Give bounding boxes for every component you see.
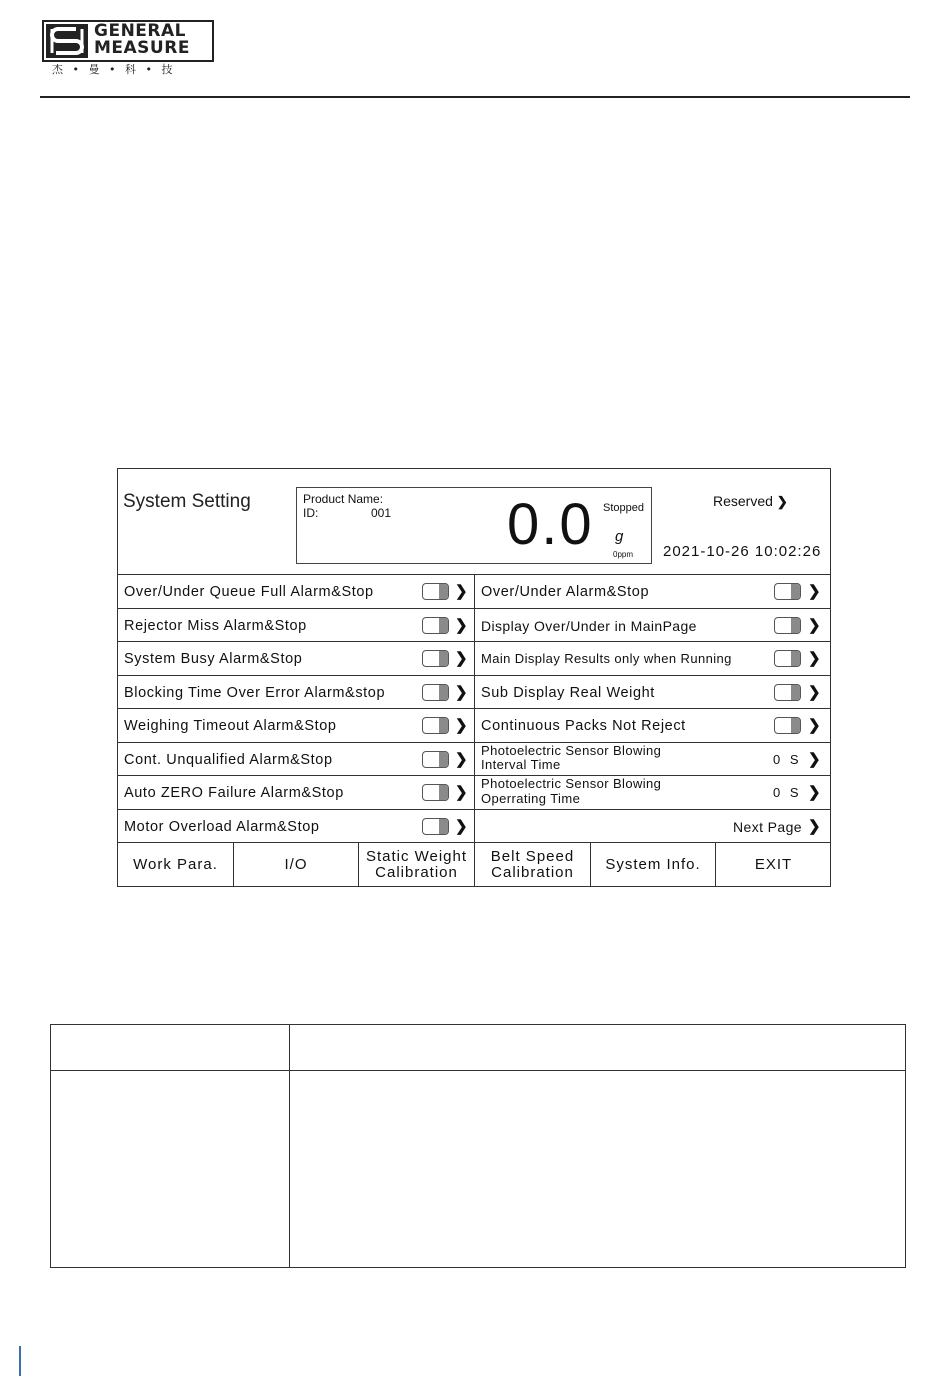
setting-blocking-time-over[interactable] bbox=[118, 676, 474, 709]
chevron-right-icon[interactable]: ❯ bbox=[808, 583, 821, 600]
chevron-right-icon[interactable]: ❯ bbox=[455, 717, 468, 734]
id-value: 001 bbox=[371, 506, 392, 520]
setting-label bbox=[481, 777, 661, 806]
chevron-right-icon: ❯ bbox=[776, 494, 788, 509]
setting-value: 0 S bbox=[773, 785, 802, 800]
setting-label bbox=[481, 744, 661, 773]
chevron-right-icon[interactable]: ❯ bbox=[455, 616, 468, 634]
toggle-knob bbox=[439, 651, 448, 666]
chevron-right-icon[interactable]: ❯ bbox=[455, 784, 468, 801]
id-label: ID: bbox=[303, 506, 319, 520]
next-page-label: Next Page bbox=[733, 818, 802, 835]
button-label: System Info. bbox=[605, 855, 701, 873]
work-para-button[interactable] bbox=[118, 842, 234, 887]
button-label: Work Para. bbox=[133, 855, 218, 873]
description-table bbox=[50, 1024, 906, 1268]
button-label-line2: Calibration bbox=[491, 863, 574, 881]
toggle-switch[interactable] bbox=[422, 717, 449, 734]
reserved-button[interactable] bbox=[713, 493, 788, 510]
setting-system-busy[interactable] bbox=[118, 642, 474, 675]
toggle-switch[interactable] bbox=[774, 717, 801, 734]
toggle-knob bbox=[439, 718, 448, 733]
setting-weighing-timeout[interactable] bbox=[118, 709, 474, 742]
toggle-knob bbox=[791, 584, 800, 599]
column-divider bbox=[474, 574, 475, 842]
setting-value: 0 S bbox=[773, 751, 802, 767]
chevron-right-icon[interactable]: ❯ bbox=[808, 616, 821, 634]
product-name-label: Product Name: bbox=[303, 492, 384, 506]
next-page-button[interactable] bbox=[475, 810, 831, 843]
toggle-switch[interactable] bbox=[774, 583, 801, 600]
company-logo bbox=[42, 20, 212, 80]
button-label-line2: Calibration bbox=[375, 863, 458, 881]
setting-label: Rejector Miss Alarm&Stop bbox=[124, 617, 307, 634]
setting-continuous-packs-not-reject[interactable] bbox=[475, 709, 831, 742]
setting-label-line2: Interval Time bbox=[481, 757, 561, 772]
weight-unit: g bbox=[615, 528, 624, 545]
chevron-right-icon[interactable]: ❯ bbox=[808, 750, 821, 768]
toggle-knob bbox=[439, 685, 448, 700]
chevron-right-icon[interactable]: ❯ bbox=[808, 683, 821, 701]
setting-over-under-alarm[interactable] bbox=[475, 575, 831, 608]
toggle-switch[interactable] bbox=[774, 684, 801, 701]
toggle-switch[interactable] bbox=[422, 583, 449, 600]
table-column-divider bbox=[289, 1025, 290, 1267]
logo-text-line2: MEASURE bbox=[94, 38, 190, 58]
setting-label: Over/Under Alarm&Stop bbox=[481, 584, 650, 600]
table-header-divider bbox=[51, 1070, 905, 1071]
setting-label: Blocking Time Over Error Alarm&stop bbox=[124, 684, 386, 701]
io-button[interactable] bbox=[234, 842, 359, 887]
chevron-right-icon[interactable]: ❯ bbox=[455, 583, 468, 600]
header-divider bbox=[40, 96, 910, 98]
toggle-knob bbox=[791, 618, 800, 633]
setting-rejector-miss[interactable] bbox=[118, 609, 474, 642]
logo-emblem-icon bbox=[46, 24, 88, 58]
setting-auto-zero-failure[interactable] bbox=[118, 776, 474, 809]
button-label: EXIT bbox=[754, 855, 793, 873]
chevron-right-icon[interactable]: ❯ bbox=[808, 717, 821, 734]
toggle-knob bbox=[439, 785, 448, 800]
belt-speed-calibration-button[interactable] bbox=[475, 842, 591, 887]
toggle-switch[interactable] bbox=[774, 650, 801, 667]
chevron-right-icon[interactable]: ❯ bbox=[808, 650, 821, 667]
datetime-display: 2021-10-26 10:02:26 bbox=[663, 543, 822, 560]
logo-chinese-text: 杰 • 曼 • 科 • 技 bbox=[52, 63, 176, 76]
toggle-switch[interactable] bbox=[422, 784, 449, 801]
chevron-right-icon[interactable]: ❯ bbox=[455, 650, 468, 667]
run-state-badge: Stopped bbox=[603, 502, 644, 514]
toggle-knob bbox=[439, 819, 448, 834]
toggle-knob bbox=[439, 618, 448, 633]
setting-label-line1: Photoelectric Sensor Blowing bbox=[481, 776, 662, 791]
chevron-right-icon[interactable]: ❯ bbox=[808, 817, 821, 835]
toggle-switch[interactable] bbox=[774, 617, 801, 634]
chevron-right-icon[interactable]: ❯ bbox=[455, 683, 468, 701]
chevron-right-icon[interactable]: ❯ bbox=[455, 750, 468, 768]
reserved-label: Reserved bbox=[713, 493, 773, 509]
button-label-line1: Static Weight bbox=[365, 847, 468, 865]
setting-cont-unqualified[interactable] bbox=[118, 743, 474, 776]
setting-display-over-under[interactable] bbox=[475, 609, 831, 642]
button-label: I/O bbox=[284, 855, 308, 873]
toggle-switch[interactable] bbox=[422, 650, 449, 667]
setting-label: System Busy Alarm&Stop bbox=[124, 651, 303, 667]
setting-main-display-running[interactable] bbox=[475, 642, 831, 675]
system-info-button[interactable] bbox=[591, 842, 716, 887]
toggle-knob bbox=[791, 685, 800, 700]
toggle-switch[interactable] bbox=[422, 818, 449, 835]
setting-label: Motor Overload Alarm&Stop bbox=[124, 818, 320, 835]
setting-motor-overload[interactable] bbox=[118, 810, 474, 843]
page-title: System Setting bbox=[123, 491, 251, 512]
toggle-switch[interactable] bbox=[422, 617, 449, 634]
toggle-knob bbox=[439, 584, 448, 599]
toggle-switch[interactable] bbox=[422, 684, 449, 701]
static-weight-calibration-button[interactable] bbox=[359, 842, 475, 887]
chevron-right-icon[interactable]: ❯ bbox=[455, 817, 468, 835]
toggle-switch[interactable] bbox=[422, 751, 449, 768]
setting-label: Weighing Timeout Alarm&Stop bbox=[124, 718, 337, 734]
system-setting-screen bbox=[117, 468, 831, 887]
setting-over-under-queue-full[interactable] bbox=[118, 575, 474, 608]
toggle-knob bbox=[791, 718, 800, 733]
setting-label: Cont. Unqualified Alarm&Stop bbox=[124, 751, 333, 768]
setting-blowing-interval-time[interactable] bbox=[475, 743, 831, 776]
button-label-line1: Belt Speed bbox=[490, 847, 575, 865]
setting-label: Sub Display Real Weight bbox=[481, 684, 655, 701]
setting-label: Main Display Results only when Running bbox=[481, 651, 732, 666]
setting-label: Continuous Packs Not Reject bbox=[481, 718, 686, 734]
exit-button[interactable] bbox=[716, 842, 831, 887]
logo-text-line1: GENERAL bbox=[94, 21, 186, 41]
setting-label: Display Over/Under in MainPage bbox=[481, 617, 697, 634]
setting-label: Auto ZERO Failure Alarm&Stop bbox=[124, 785, 344, 801]
setting-label: Over/Under Queue Full Alarm&Stop bbox=[124, 584, 374, 600]
page-margin-marker bbox=[19, 1346, 21, 1376]
ppm-readout: 0ppm bbox=[613, 550, 634, 559]
chevron-right-icon[interactable]: ❯ bbox=[808, 784, 821, 801]
setting-label-line1: Photoelectric Sensor Blowing bbox=[481, 742, 662, 758]
toggle-knob bbox=[439, 752, 448, 767]
weight-status-panel bbox=[296, 487, 652, 564]
setting-sub-display-real-weight[interactable] bbox=[475, 676, 831, 709]
weight-display: 0.0 bbox=[507, 492, 594, 557]
logo-frame bbox=[42, 20, 214, 62]
setting-label-line2: Operrating Time bbox=[481, 790, 581, 806]
setting-blowing-operating-time[interactable] bbox=[475, 776, 831, 809]
toggle-knob bbox=[791, 651, 800, 666]
bottom-nav-bar bbox=[118, 842, 830, 887]
